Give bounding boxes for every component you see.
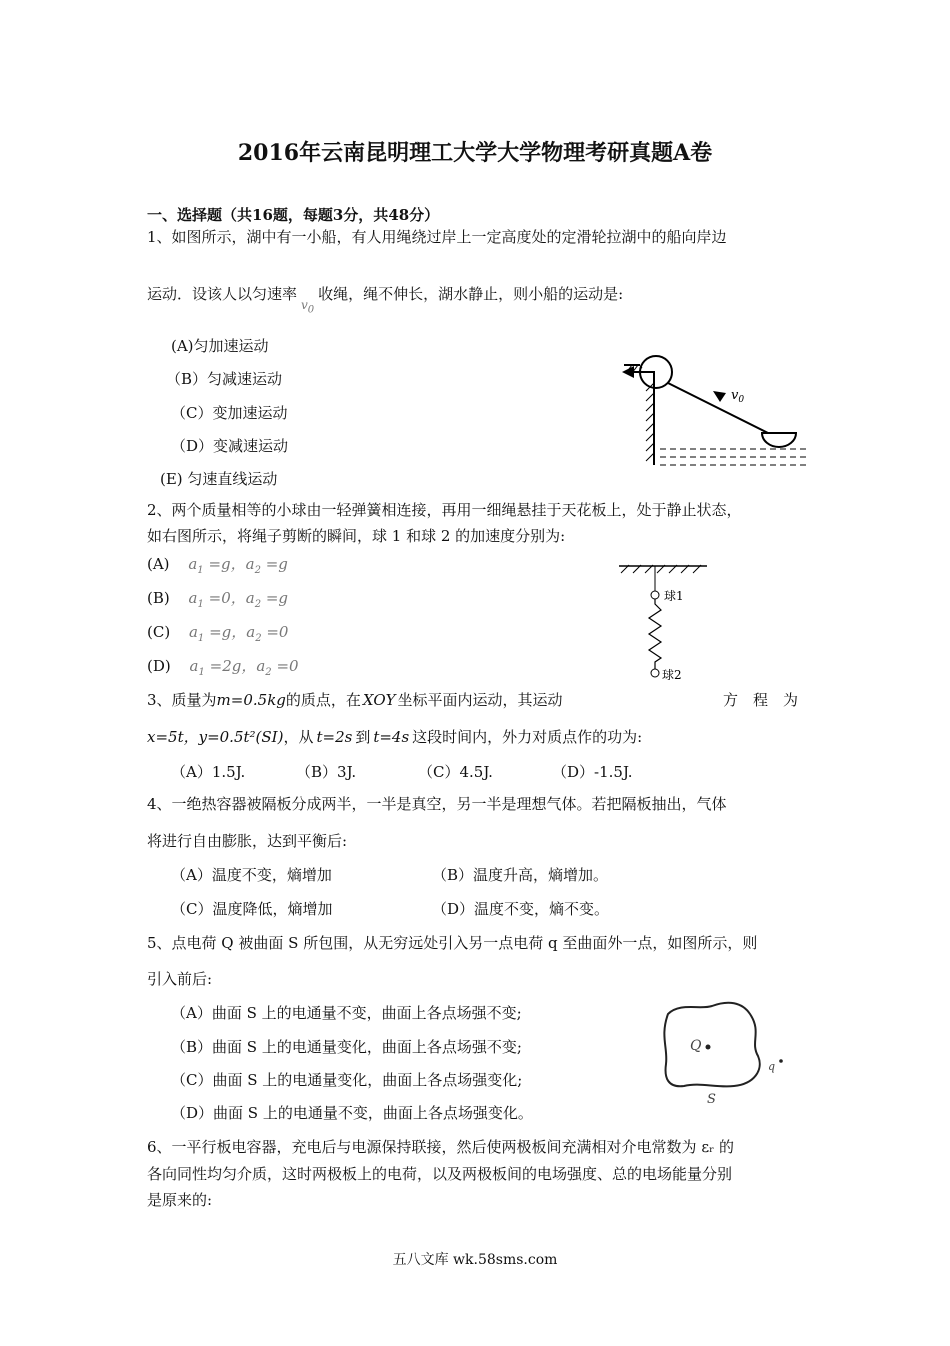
q3-line1 (147, 689, 563, 710)
page-title: 2016年云南昆明理工大学大学物理考研真题A卷 (237, 140, 713, 166)
q2-option-c-label: (C) (147, 623, 171, 641)
q1-option-c: （C）变加速运动 (171, 404, 288, 422)
surface-S-label: S (707, 1092, 716, 1107)
q1-line2-post: 收绳，绳不伸长，湖水静止，则小船的运动是: (318, 285, 624, 303)
ball-2 (651, 669, 659, 677)
q2-option-a-a2: =g (265, 555, 288, 573)
q1-v0-subscript: 0 (307, 304, 315, 316)
q5-option-c: （C）曲面 S 上的电通量变化，曲面上各点场强变化; (171, 1071, 523, 1089)
spring (649, 599, 661, 669)
q3-line2 (147, 726, 642, 747)
q4-option-b: （B）温度升高，熵增加。 (432, 866, 609, 884)
q2-line1: 2、两个质量相等的小球由一轻弹簧相连接，再用一细绳悬挂于天花板上，处于静止状态， (147, 501, 742, 519)
q2-option-a-label: (A) (147, 555, 170, 573)
q1-v0-symbol: v (301, 298, 308, 312)
q2-option-b-label: (B) (147, 589, 170, 607)
q3-t2: t=4s (373, 728, 410, 746)
q4-option-d: （D）温度不变，熵不变。 (432, 900, 610, 918)
q3-text-a: 3、质量为 (147, 691, 217, 709)
q1-option-a: (A)匀加速运动 (171, 337, 269, 355)
q3-xoy: XOY (362, 691, 396, 709)
q1-line1: 1、如图所示，湖中有一小船，有人用绳绕过岸上一定高度处的定滑轮拉湖中的船向岸边 (147, 228, 727, 246)
q3-text-to: 到 (355, 728, 371, 746)
q3-text-end: 这段时间内，外力对质点作的功为: (412, 728, 643, 746)
q3-text-from: ，从 (283, 728, 314, 746)
boat-icon (762, 433, 796, 447)
charge-Q-label: Q (690, 1038, 702, 1054)
q5-line1: 5、点电荷 Q 被曲面 S 所包围，从无穷远处引入另一点电荷 q 至曲面外一点，如图所示，则 (147, 934, 758, 952)
q2-option-b-a1: =0 (208, 589, 231, 607)
q2-option-a: (A) $a_1 =g$，$a_2 =g$ (147, 555, 288, 576)
q1-line2-pre: 运动．设该人以匀速率 (147, 285, 298, 303)
q1-option-e: (E) 匀速直线运动 (160, 470, 278, 488)
q6-line1: 6、一平行板电容器，充电后与电源保持联接，然后使两极板间充满相对介电常数为 εᵣ 的 (147, 1138, 735, 1156)
q6-line3: 是原来的: (147, 1191, 213, 1209)
q2-option-b-a2: =g (265, 589, 289, 607)
rope-slanted (668, 383, 776, 437)
q2-line2: 如右图所示，将绳子剪断的瞬间，球 1 和球 2 的加速度分别为: (147, 527, 566, 545)
q1-option-b: （B）匀减速运动 (166, 370, 283, 388)
q2-option-c-a1: =g (209, 623, 232, 641)
closed-surface (664, 1003, 759, 1087)
ball-1 (651, 591, 659, 599)
q3-option-c: （C）4.5J. (418, 763, 493, 781)
spring-balls-figure (615, 558, 725, 688)
q1-v0 (301, 298, 315, 316)
q3-text-b: 的质点，在 (285, 691, 361, 709)
q5-option-b: （B）曲面 S 上的电通量变化，曲面上各点场强不变; (171, 1038, 522, 1056)
charge-q-label: q (768, 1060, 776, 1073)
water-lines (660, 449, 810, 465)
q2-option-d-a1: =2g (209, 657, 242, 675)
q4-line2: 将进行自由膨胀，达到平衡后: (147, 832, 348, 850)
q5-option-d: （D）曲面 S 上的电通量不变，曲面上各点场强变化。 (171, 1104, 533, 1122)
ball-2-label: 球2 (662, 668, 682, 682)
boat-pulley-figure (610, 355, 820, 475)
q2-option-a-a1: =g (208, 555, 231, 573)
q3-t1: t=2s (316, 728, 353, 746)
q2-option-b: (B) $a_1 =0$，$a_2 =g$ (147, 589, 289, 610)
q3-text-c: 坐标平面内运动，其运动 (397, 691, 563, 709)
ball-1-label: 球1 (664, 589, 684, 603)
shore-hatching (626, 365, 654, 461)
q1-line2 (147, 283, 624, 316)
q6-line2: 各向同性均匀介质，这时两极板上的电荷，以及两极板间的电场强度、总的电场能量分别 (147, 1165, 733, 1183)
q3-option-a: （A）1.5J. (171, 763, 246, 781)
section-heading: 一、选择题（共16题，每题3分，共48分） (147, 206, 440, 224)
footer-watermark: 五八文库 wk.58sms.com (392, 1252, 558, 1268)
q1-option-d: （D）变减速运动 (171, 437, 289, 455)
charge-Q-dot (706, 1045, 711, 1050)
q2-option-c-a2: =0 (266, 623, 289, 641)
q3-line1-end: 方 程 为 (723, 691, 799, 709)
figure-v0-label: $v_0$ (731, 388, 745, 405)
q3-mass: m=0.5kg (216, 691, 286, 709)
q2-option-d-label: (D) (147, 657, 171, 675)
q5-line2: 引入前后: (147, 970, 213, 988)
gauss-surface-figure (650, 992, 810, 1107)
q4-option-c: （C）温度降低，熵增加 (171, 900, 333, 918)
q3-option-b: （B）3J. (296, 763, 357, 781)
q2-option-d: (D) $a_1 =2g$，$a_2 =0$ (147, 657, 299, 678)
q3-option-d: （D）-1.5J. (552, 763, 633, 781)
charge-q-dot (779, 1059, 783, 1063)
q4-line1: 4、一绝热容器被隔板分成两半，一半是真空，另一半是理想气体。若把隔板抽出，气体 (147, 795, 727, 813)
q2-option-d-a2: =0 (276, 657, 299, 675)
q5-option-a: （A）曲面 S 上的电通量不变，曲面上各点场强不变; (171, 1004, 522, 1022)
q4-option-a: （A）温度不变，熵增加 (171, 866, 332, 884)
q3-equation: x=5t，y=0.5t²(SI) (147, 728, 284, 746)
rope-arrow-icon (713, 391, 726, 402)
q2-option-c: (C) $a_1 =g$，$a_2 =0$ (147, 623, 289, 644)
